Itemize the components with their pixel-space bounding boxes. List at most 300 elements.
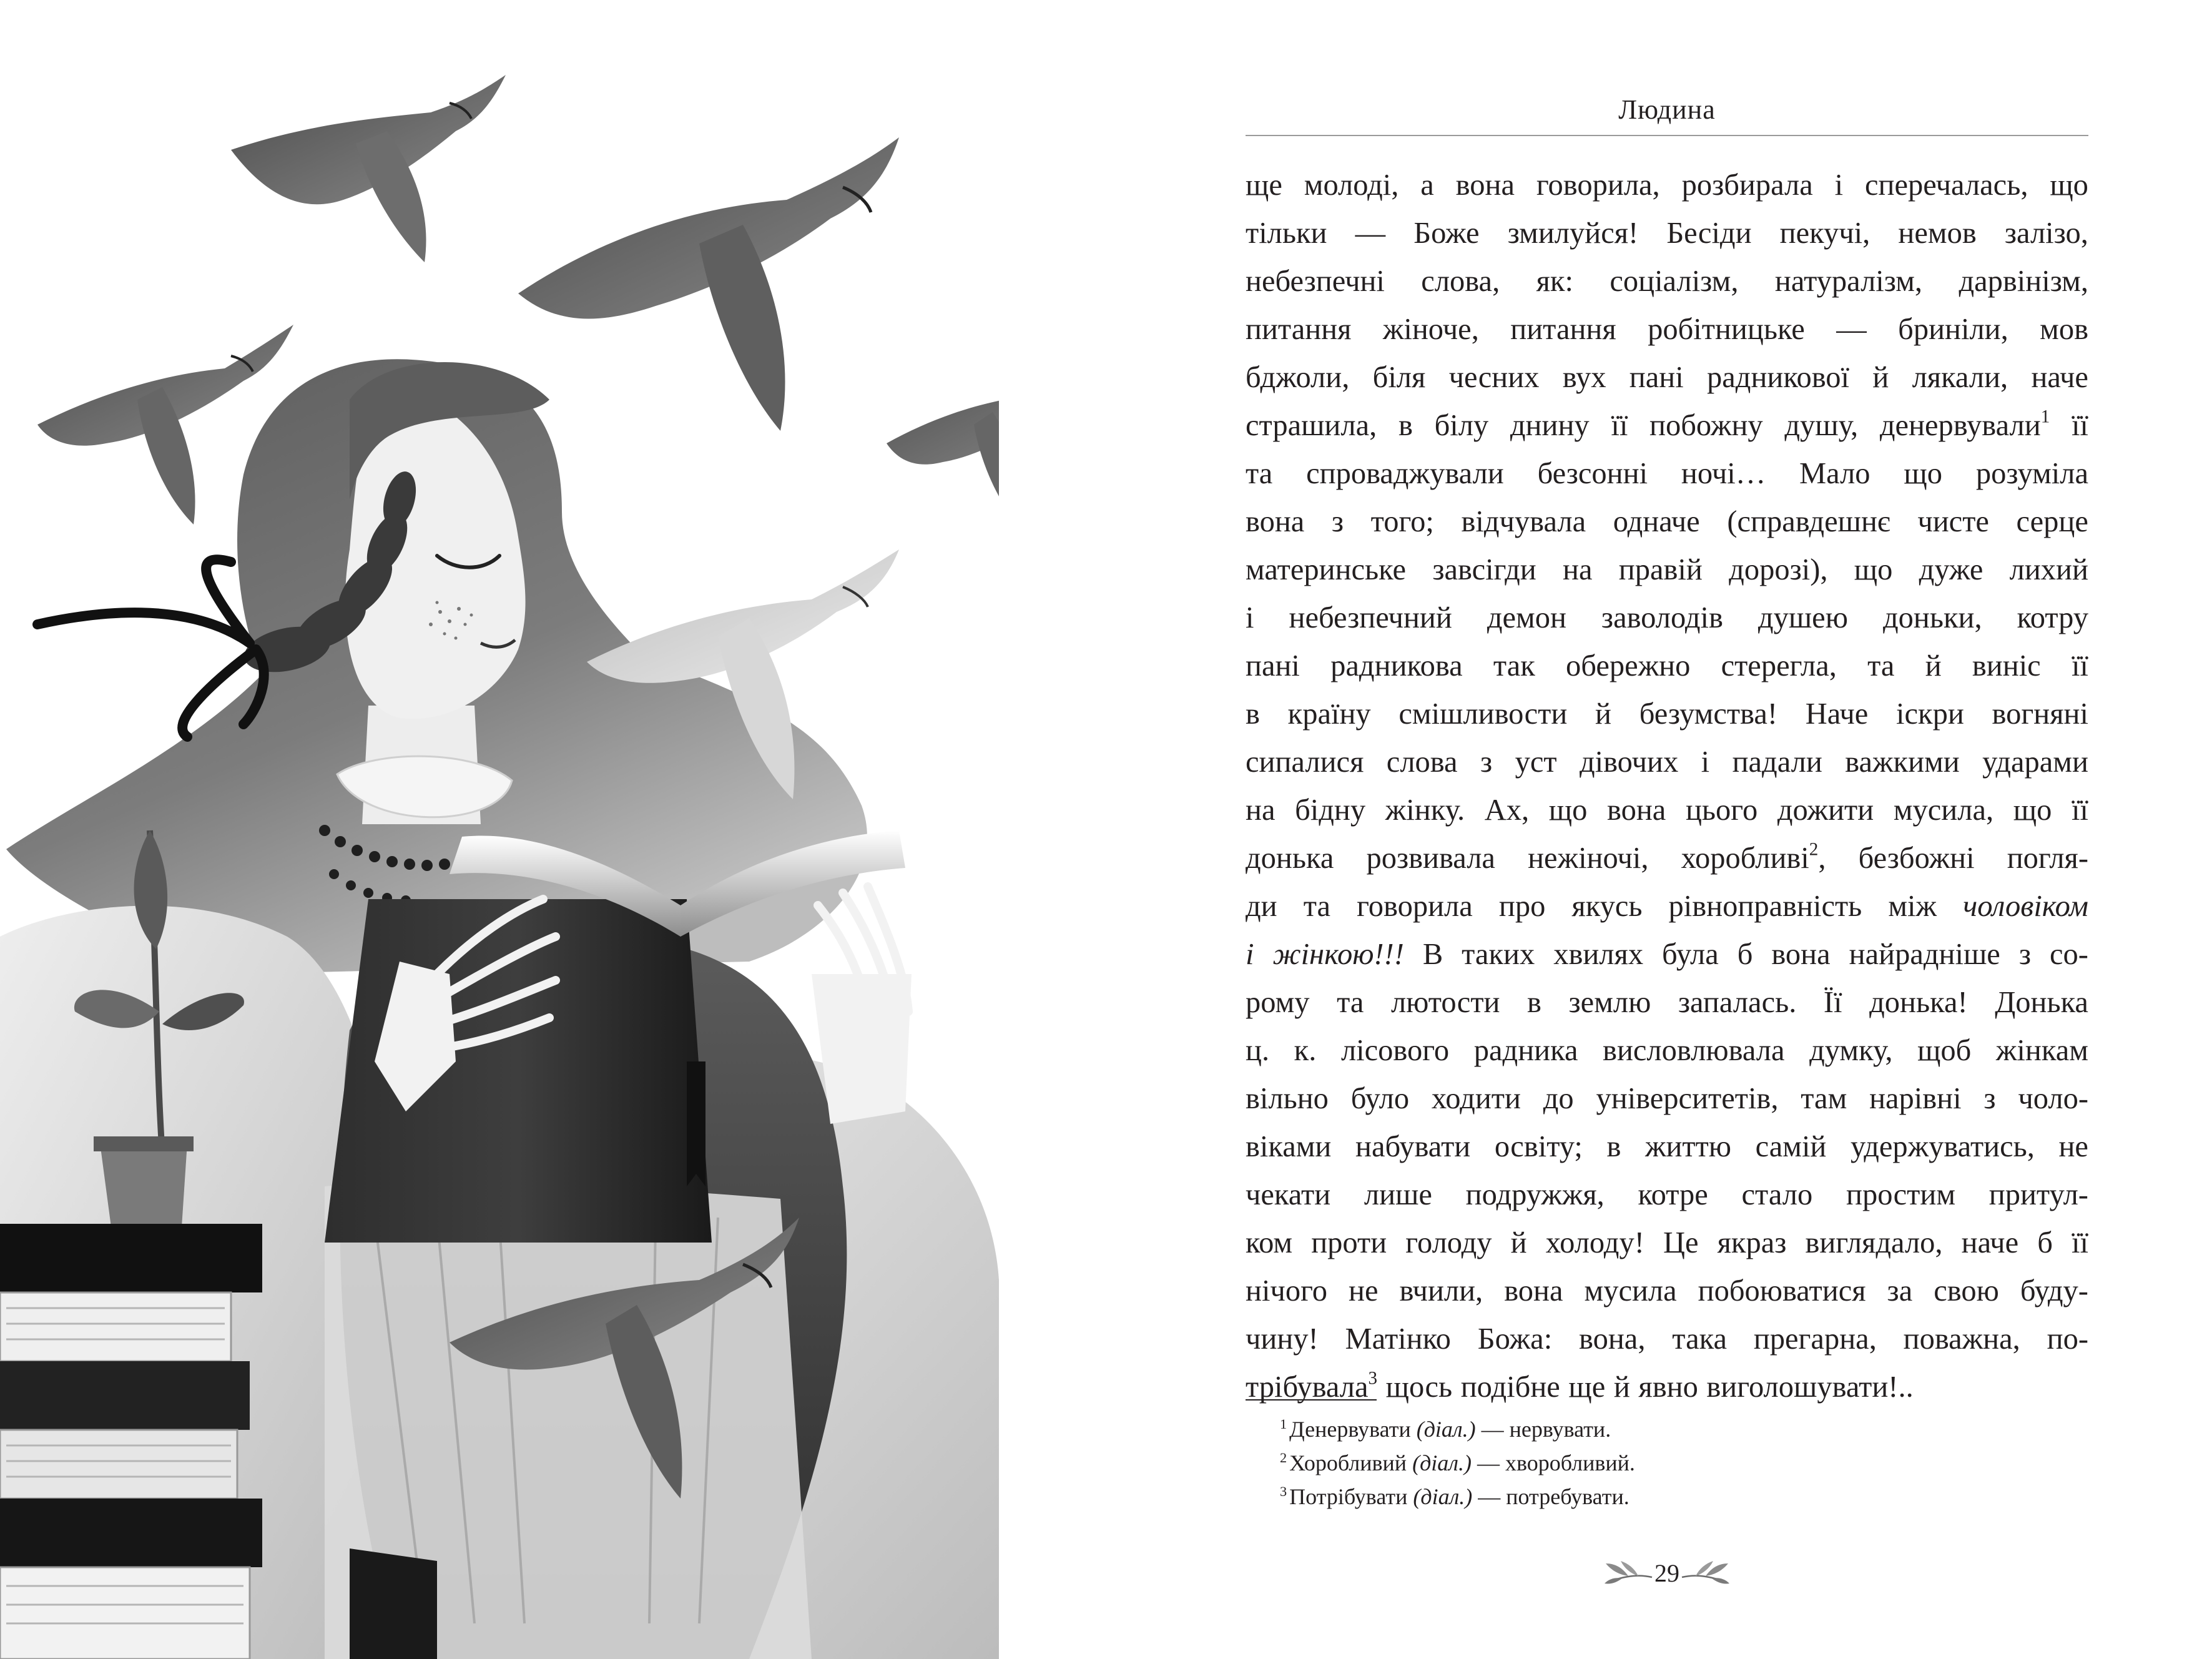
word [1246,594,1254,642]
footnote [1280,1412,2085,1446]
word [2072,401,2088,450]
word [1289,594,1452,642]
word [1398,401,1413,450]
word-text: якусь [1571,890,1643,923]
text-line [1246,1026,2088,1075]
word [1865,161,2028,209]
word [1461,1363,1560,1411]
word [1784,401,1858,450]
word [1754,1315,1877,1363]
word [1246,1123,1331,1171]
word-text: страшила, [1246,409,1377,442]
word [1606,1123,1621,1171]
word-text: Матінко [1345,1322,1451,1356]
text-line [1246,498,2088,546]
word-text: і [1246,938,1254,971]
word-text: сперечалась, [1865,169,2028,202]
word-text: що [1904,457,1942,490]
text-line [1246,738,2088,786]
word-text: Мало [1799,457,1870,490]
word-text: того; [1370,505,1434,538]
word [1553,930,1643,978]
word [1538,450,1648,498]
word-text: радникової [1707,361,1850,394]
text-line [1246,834,2088,882]
text-line [1246,353,2088,401]
footnote-label: (діал.) [1412,1450,1472,1475]
word-text: голоду [1405,1226,1492,1259]
footnote-definition: — потребувати. [1478,1484,1630,1509]
word-text: її [1611,409,1628,442]
word [1364,1171,1432,1219]
word-text: виголошувати!.. [1706,1371,1914,1404]
word-text: донька! [1869,986,1968,1019]
word [1995,978,2088,1026]
word-text: хоробливі [1681,842,1809,875]
word [1698,1267,1866,1315]
word-text: нежіночі, [1528,842,1649,875]
word-text: явно [1638,1371,1698,1404]
word-text: соціалізм, [1610,265,1739,298]
word-text: залізо, [2004,217,2088,250]
word [1912,353,2008,401]
word [1563,546,1592,594]
word [1246,1363,1377,1411]
word [1495,1123,1583,1171]
word-text: мусила [1584,1274,1677,1307]
word [1461,498,1586,546]
word-text: Донька [1995,986,2088,1019]
word-text: країну [1287,697,1371,731]
word-text: питання [1510,313,1616,346]
word [1849,930,2000,978]
word [1777,786,1874,834]
word-text: що [1854,553,1893,586]
word [1246,738,1364,786]
word-text: к. [1294,1034,1317,1067]
word [1405,1219,1492,1267]
text-line [1246,1123,2088,1171]
word-text: було [1350,1082,1410,1115]
word-text: така [1672,1322,1727,1356]
word-text: натуралізм, [1774,265,1923,298]
word [1311,1219,1387,1267]
word [1888,882,1937,930]
word [2072,786,2088,834]
word [1869,1075,1962,1123]
word [1515,738,1557,786]
word [1883,594,1982,642]
word [1528,834,1648,882]
word-text: що [1548,794,1588,827]
word [1391,978,1500,1026]
footnote-label: (діал.) [1413,1484,1473,1509]
word [1423,930,1443,978]
word-text: розуміла [1975,457,2088,490]
footnote-word: Хоробливий [1289,1450,1407,1475]
word-text: котре [1638,1178,1708,1211]
word-text: смішливости [1398,697,1568,731]
word [1480,738,1492,786]
word [1421,257,1500,305]
word-text: й [1595,697,1612,731]
bird-top-left [231,75,506,262]
word-text: побоюватися [1698,1274,1866,1307]
text-line [1246,1315,2088,1363]
word [1880,401,2050,450]
word [1976,450,2088,498]
word [1246,690,1260,738]
word [1775,257,1922,305]
footnote [1280,1446,2085,1480]
word [1992,690,2088,738]
word [1729,546,1827,594]
word [1934,1267,1999,1315]
word-text: б [2037,1226,2053,1259]
bird-right [887,350,999,531]
word [1610,257,1738,305]
footnote-label: (діал.) [1416,1417,1476,1442]
word-text: радника [1473,1034,1578,1067]
word-text: радникова [1330,649,1463,682]
leaf-ornament-right-icon [1681,1558,1731,1588]
word-text: розбирала [1681,169,1813,202]
word-text: що [2050,169,2088,202]
word-text: наче [1961,1226,2019,1259]
word-text: ночі… [1681,457,1766,490]
word [1474,1026,1578,1075]
word-text: подібне [1460,1371,1560,1404]
word [1508,209,1639,257]
word-text: чину! [1246,1322,1319,1356]
word [1337,978,1364,1026]
word [1809,1026,1892,1075]
word [1681,450,1766,498]
word [1898,305,2008,353]
word-text: материнське [1246,553,1407,586]
word [1246,930,1254,978]
word-text: й [1510,1226,1527,1259]
word [1580,738,1678,786]
word-text: ударами [1982,746,2088,779]
word [1701,738,1709,786]
word-text: на [1246,794,1276,827]
word [1596,1075,1778,1123]
word-text: чоловіком [1963,890,2088,923]
word-text: вчили, [1399,1274,1483,1307]
word-text: її [2071,1226,2088,1259]
word [1351,1075,1409,1123]
word-text: молоді, [1304,169,1399,202]
word-text: удержуватись, [1851,1130,2035,1163]
word-text: цього [1685,794,1758,827]
word-text: з [1480,746,1493,779]
word-text: пекучі, [1779,217,1870,250]
word-text: з [1983,1082,1996,1115]
footnote-marker: 2 [1809,839,1819,860]
word-text: вона [1504,1274,1563,1307]
word [1341,1026,1449,1075]
word [1845,738,1959,786]
word [1867,642,1894,690]
word-text: со- [2049,938,2088,971]
word-text: мов [2040,313,2088,346]
word-text: чесних [1448,361,1540,394]
word [1989,1171,2088,1219]
text-line [1246,1267,2088,1315]
word [1963,882,2088,930]
word-text: душу, [1784,409,1859,442]
word [1511,1219,1527,1267]
punctuation: , [1818,842,1826,875]
word [1349,1267,1378,1315]
word [1742,1171,1813,1219]
word-text: й [1925,649,1942,682]
word [1400,1267,1483,1315]
word [1649,401,1763,450]
word-text: з [2018,938,2031,971]
word [1504,1267,1563,1315]
word-text: немов [1898,217,1977,250]
word [1898,209,1976,257]
word-text: і [1701,746,1710,779]
word [2007,834,2088,882]
word-text: проти [1311,1226,1387,1259]
word [1595,690,1611,738]
word [1246,546,1406,594]
word [1601,594,1723,642]
word-text: питання [1246,313,1352,346]
word-text: та [1303,890,1331,923]
text-line [1246,1219,2088,1267]
word-text: таких [1462,938,1535,971]
word-text: хвилях [1553,938,1644,971]
word-text: найрадніше [1849,938,2000,971]
word [1806,690,1869,738]
word-text: дорозі), [1729,553,1828,586]
word [1536,257,1573,305]
word [1780,209,1870,257]
word [2040,305,2088,353]
text-line [1246,1363,2088,1411]
word [1355,209,1386,257]
word-text: самій [1755,1130,1827,1163]
word-text: як: [1536,265,1573,298]
word-text: її [2071,794,2088,827]
word [2072,642,2088,690]
text-line [1246,546,2088,594]
word [1619,546,1703,594]
word [1648,305,1805,353]
word-text: прегарна, [1753,1322,1877,1356]
word-text: в [1398,409,1413,442]
word [1432,546,1536,594]
word-text: виніс [1972,649,2041,682]
word [2050,161,2088,209]
word-text: Це [1663,1226,1699,1259]
word [1246,1315,1319,1363]
word [1607,786,1666,834]
word-text: небезпечний [1289,601,1452,634]
word [1487,594,1566,642]
word-text: пані [1629,361,1684,394]
word [1824,978,1842,1026]
word [1246,978,1310,1026]
word [1478,1315,1552,1363]
word-text: бджоли, [1246,361,1350,394]
word-text: трібувала [1246,1371,1369,1404]
text-line [1246,786,2088,834]
word [1894,786,1993,834]
word-text: дівочих [1579,746,1679,779]
word-text: ще [1568,1371,1606,1404]
word-text: по- [2047,1322,2088,1356]
word-text: ди [1246,890,1277,923]
text-line [1246,930,2088,978]
word-text: вільно [1246,1082,1329,1115]
word-text: слова [1386,746,1458,779]
word-text: сипалися [1246,746,1364,779]
word [1546,1219,1644,1267]
word [2050,930,2088,978]
word-text: небезпечні [1246,265,1385,298]
word-text: землю [1568,986,1651,1019]
word [2020,1267,2088,1315]
word-text: й [1872,361,1889,394]
word-text: і [1834,169,1844,202]
word [1288,690,1371,738]
word [1355,1123,1470,1171]
word-text: Ах, [1484,794,1530,827]
word [1549,786,1588,834]
word [1851,1123,2035,1171]
word-text: дуже [1919,553,1983,586]
word-text: віками [1246,1130,1332,1163]
word-text: пані [1246,649,1300,682]
word-text: безсонні [1537,457,1648,490]
word [1536,161,1660,209]
word [1563,353,1606,401]
word-text: котру [2017,601,2088,634]
word [1246,1219,1292,1267]
word [1896,690,1964,738]
word-text: Наче [1805,697,1869,731]
bookmark [687,1061,705,1186]
word [1456,161,1515,209]
word-text: говорила, [1536,169,1660,202]
word-text: заволодів [1601,601,1723,634]
footnote [1280,1480,2085,1514]
word-text: безумства! [1639,697,1778,731]
word [1682,161,1813,209]
word-text: жінкам [1995,1034,2088,1067]
word [1854,546,1893,594]
flower-pot [100,1143,187,1236]
word [1246,1171,1330,1219]
word [1510,305,1616,353]
word [1246,1267,1327,1315]
word [1603,1026,1784,1075]
word-text: вона [1246,505,1305,538]
word [1917,498,1989,546]
word-text: та [1867,649,1895,682]
word-text: жінку. [1385,794,1465,827]
word-text: рому [1246,986,1310,1019]
word-text: нарівні [1869,1082,1962,1115]
word [1983,1075,1995,1123]
word-text: ще [1246,169,1282,202]
word-text: так [1493,649,1535,682]
word-text: та [1337,986,1364,1019]
word [1917,1026,1971,1075]
word-text: подружжя, [1465,1178,1605,1211]
word [1630,353,1684,401]
word-text: щось [1385,1371,1453,1404]
word [1246,498,1304,546]
word [1919,546,1983,594]
word-text: якраз [1717,1226,1787,1259]
word [1614,1363,1630,1411]
word [1727,498,1890,546]
word-text: чоло- [2018,1082,2088,1115]
word [1246,642,1300,690]
word-text: — [1355,217,1386,250]
word [1645,1123,1731,1171]
word [1294,1026,1317,1075]
page-number: 29 [1654,1559,1679,1587]
word [1571,882,1642,930]
word-text: університетів, [1596,1082,1779,1115]
word-text: спроваджували [1306,457,1504,490]
word [1959,257,2088,305]
text-line [1246,642,2088,690]
text-line [1246,594,2088,642]
word [1435,401,1489,450]
word [1373,353,1426,401]
word [1872,353,1889,401]
word [1836,305,1867,353]
word-text: нічого [1246,1274,1328,1307]
word [1413,209,1479,257]
word-text: Її [1823,986,1842,1019]
word [1579,1315,1645,1363]
word-text: не [2058,1130,2088,1163]
word [1904,450,1942,498]
word-text: її [2071,649,2088,682]
word [1246,1026,1269,1075]
word-text: про [1498,890,1546,923]
word [1799,450,1870,498]
text-line [1246,882,2088,930]
word-text: лише [1364,1178,1432,1211]
word [1638,1363,1698,1411]
word [1246,305,1351,353]
word-text: вух [1562,361,1606,394]
word [1371,498,1434,546]
word [1246,834,1334,882]
word-text: завсігди [1432,553,1536,586]
word [1706,1363,1913,1411]
word [1246,209,1327,257]
word-text: лякали, [1912,361,2008,394]
word-text: Божа: [1477,1322,1553,1356]
word [1662,930,1719,978]
word [2031,353,2088,401]
word-text: доньки, [1882,601,1982,634]
word-text: жіноче, [1382,313,1479,346]
word-text: дарвінізм, [1959,265,2088,298]
word [1962,1219,2018,1267]
